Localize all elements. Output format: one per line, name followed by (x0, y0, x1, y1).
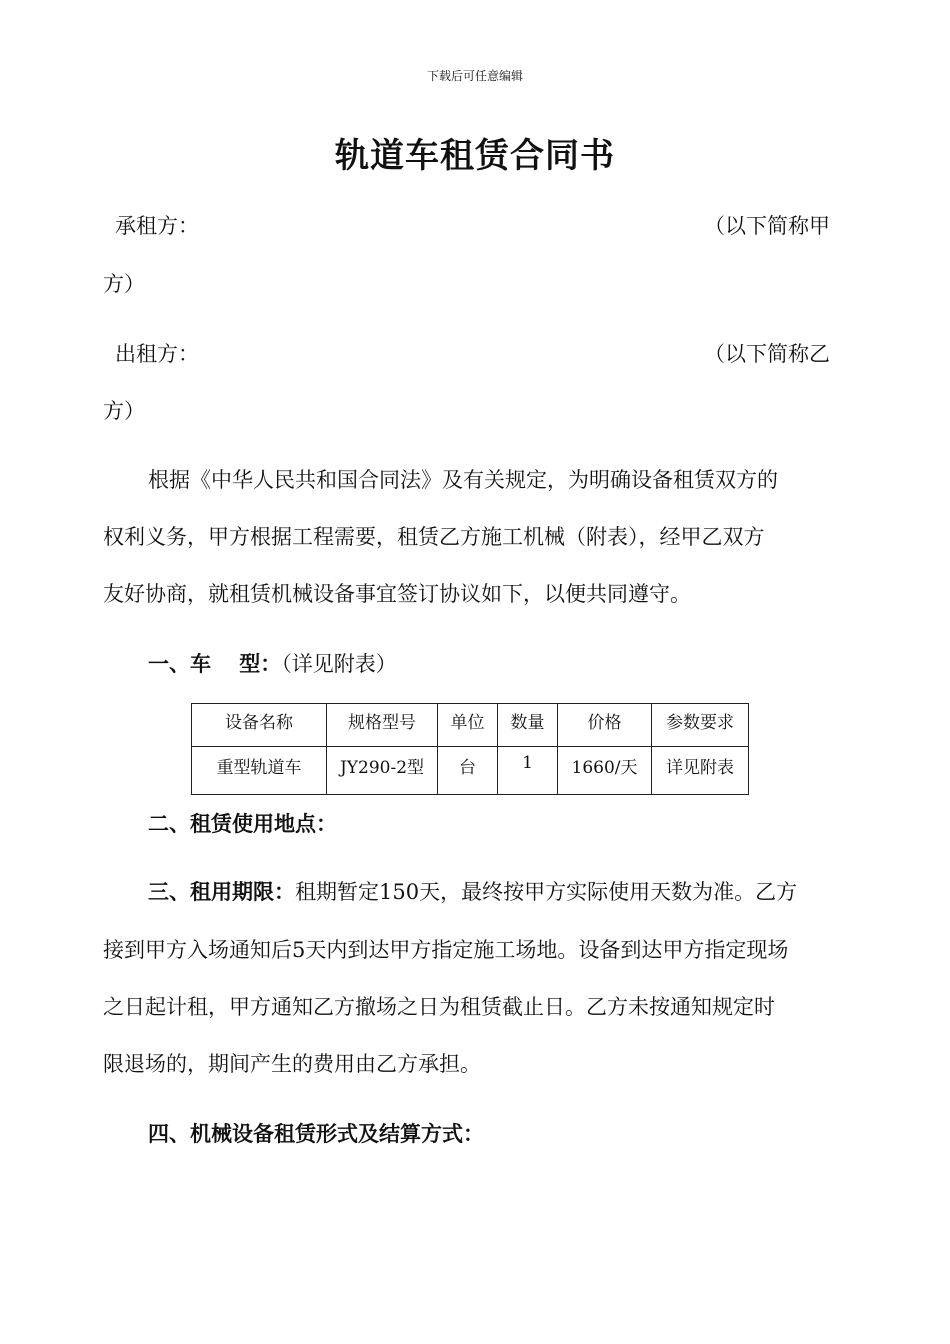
table-header-cell: 规格型号 (327, 704, 438, 747)
lessor-label: 出租方： (115, 342, 199, 366)
intro-line-3: 友好协商，就租赁机械设备事宜签订协议如下，以便共同遵守。 (103, 582, 691, 606)
table-cell: JY290-2型 (327, 747, 438, 795)
equipment-table (191, 703, 749, 795)
section-1-note: （详见附表） (281, 652, 397, 676)
table-cell: 详见附表 (652, 747, 749, 795)
intro-line-1: 根据《中华人民共和国合同法》及有关规定，为明确设备租赁双方的 (148, 468, 778, 492)
section-1 (148, 648, 397, 678)
lessee-note-continued: 方） (103, 272, 145, 296)
section-3 (148, 876, 797, 906)
lessee-note: （以下简称甲 (704, 214, 830, 238)
table-row (192, 747, 749, 795)
table-header-cell: 参数要求 (652, 704, 749, 747)
table-header-cell: 价格 (558, 704, 652, 747)
table-header-cell: 设备名称 (192, 704, 327, 747)
table-cell: 台 (438, 747, 498, 795)
table-cell: 1660/天 (558, 747, 652, 795)
section-3-line-4: 限退场的，期间产生的费用由乙方承担。 (103, 1052, 481, 1076)
lessor-note-continued: 方） (103, 399, 145, 423)
intro-line-2: 权利义务，甲方根据工程需要，租赁乙方施工机械（附表），经甲乙双方 (103, 525, 765, 549)
table-header-cell: 单位 (438, 704, 498, 747)
table-cell: 重型轨道车 (192, 747, 327, 795)
section-3-line-3: 之日起计租，甲方通知乙方撤场之日为租赁截止日。乙方未按通知规定时 (103, 995, 775, 1019)
lessor-note: （以下简称乙 (704, 342, 830, 366)
table-cell: 1 (498, 747, 558, 795)
document-title: 轨道车租赁合同书 (335, 136, 615, 176)
section-3-line-2: 接到甲方入场通知后5天内到达甲方指定施工场地。设备到达甲方指定现场 (103, 938, 789, 962)
section-2-heading: 二、租赁使用地点： (148, 811, 337, 836)
section-3-heading: 三、租用期限： (148, 879, 295, 904)
section-4-heading: 四、机械设备租赁形式及结算方式： (148, 1121, 484, 1146)
page-header: 下载后可任意编辑 (426, 69, 523, 83)
table-header-row (192, 704, 749, 747)
table-header-cell: 数量 (498, 704, 558, 747)
section-1-heading: 一、车 型： (148, 651, 282, 676)
lessee-label: 承租方： (115, 214, 199, 238)
section-3-line-1: 租期暂定150天，最终按甲方实际使用天数为准。乙方 (295, 880, 798, 904)
